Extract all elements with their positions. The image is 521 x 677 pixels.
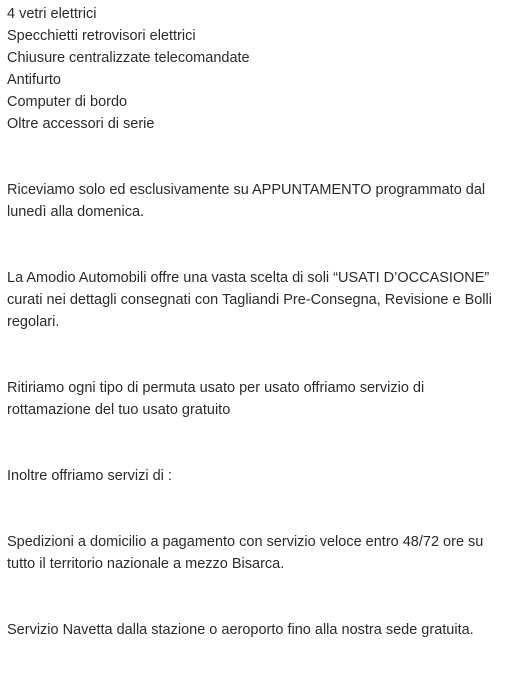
tradein-paragraph: Ritiriamo ogni tipo di permuta usato per usato offriamo servizio di rottamazione del tuo usato gratuito <box>7 380 425 418</box>
selection-paragraph: La Amodio Automobili offre una vasta scelta di soli “USATI D’OCCASIONE” curati nei dettagli consegnati con Tagliandi Pre-Consegna, Revisione e Bolli regolari. <box>7 270 492 330</box>
services-intro-paragraph: Inoltre offriamo servizi di : <box>7 468 172 484</box>
feature-item: Chiusure centralizzate telecomandate <box>7 50 250 66</box>
appointment-paragraph: Riceviamo solo ed esclusivamente su APPUNTAMENTO programmato dal lunedì alla domenica. <box>7 182 486 220</box>
feature-item: Antifurto <box>7 72 61 88</box>
feature-list <box>7 3 507 135</box>
shuttle-paragraph: Servizio Navetta dalla stazione o aeroporto fino alla nostra sede gratuita. <box>7 622 474 638</box>
feature-item: Specchietti retrovisori elettrici <box>7 28 196 44</box>
shipping-paragraph: Spedizioni a domicilio a pagamento con servizio veloce entro 48/72 ore su tutto il territorio nazionale a mezzo Bisarca. <box>7 534 484 572</box>
feature-item: 4 vetri elettrici <box>7 6 97 22</box>
feature-item: Computer di bordo <box>7 94 128 110</box>
feature-item: Oltre accessori di serie <box>7 116 155 132</box>
